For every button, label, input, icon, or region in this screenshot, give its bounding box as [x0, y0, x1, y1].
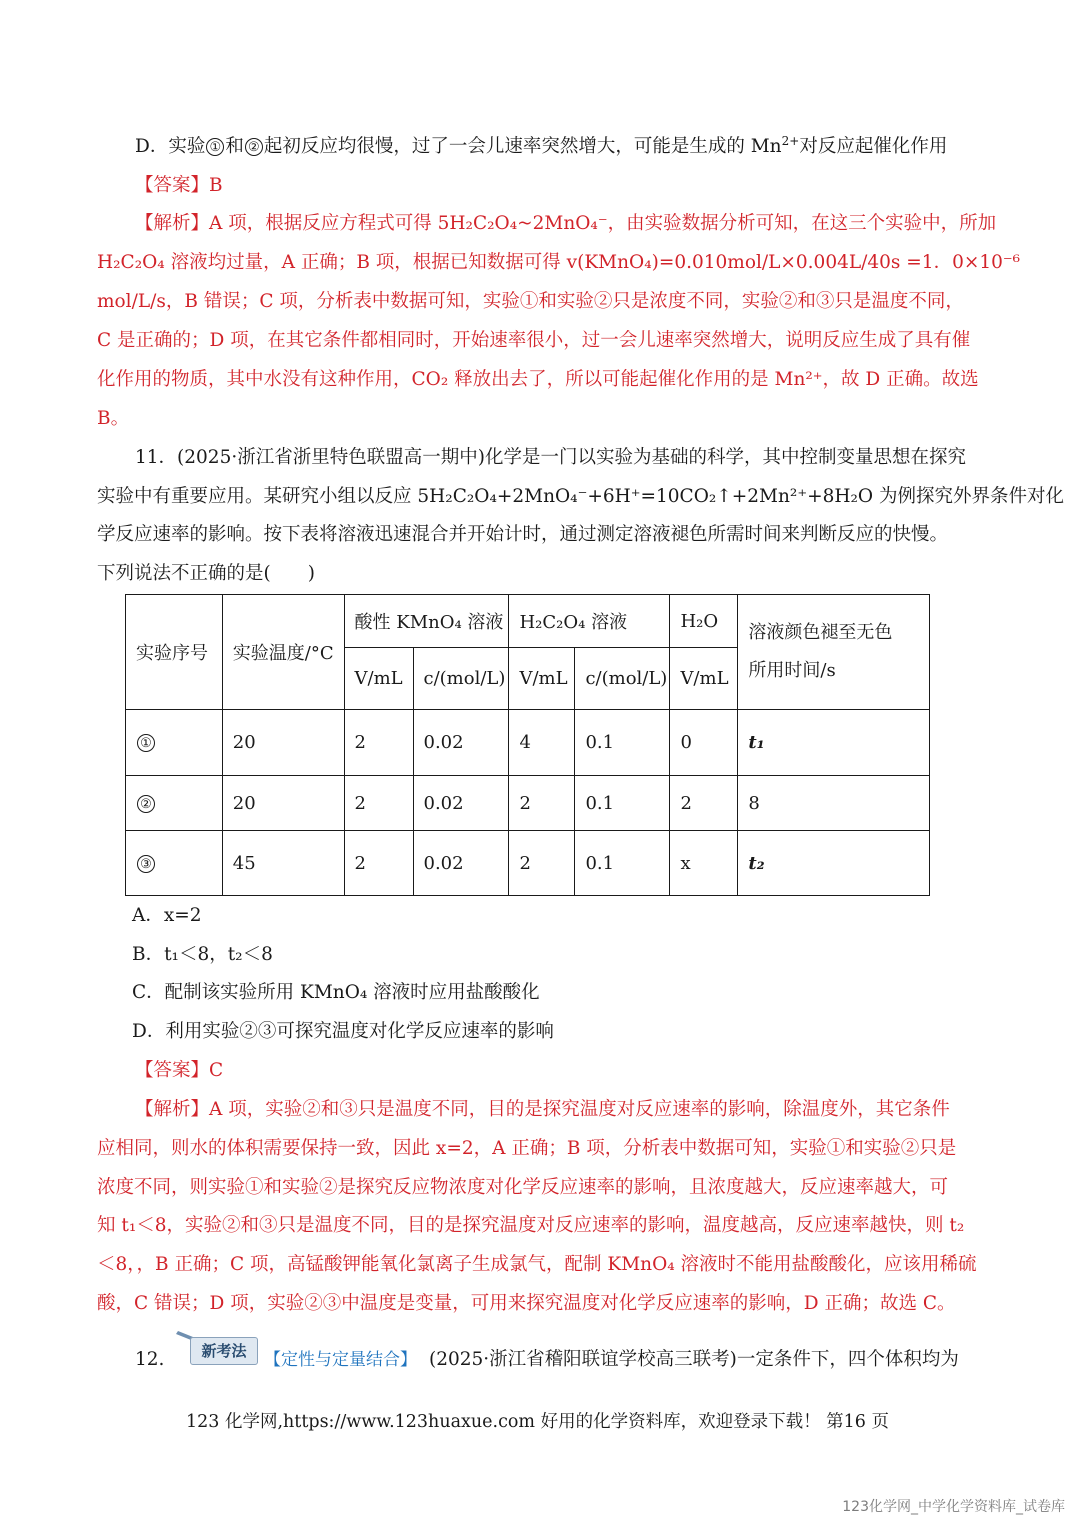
- cell-kmno4-concentration: 0.02: [413, 831, 509, 896]
- analysis-text: A 项，根据反应方程式可得 5H₂C₂O₄~2MnO₄⁻，由实验数据分析可知，在这三个实验中，所加: [209, 213, 997, 234]
- cell-h2c2o4-concentration: 0.1: [575, 831, 670, 896]
- header-fade-time: [738, 595, 930, 710]
- q11-stem-line-1: 11．(2025·浙江省浙里特色联盟高一期中)化学是一门以实验为基础的科学，其中控制变量思想在探究: [135, 447, 966, 468]
- q11-analysis-line-1: [135, 1098, 950, 1122]
- q11-analysis-line-3: 浓度不同，则实验①和实验②是探究反应物浓度对化学反应速率的影响，且浓度越大，反应速率越大，可: [97, 1177, 949, 1198]
- q11-analysis-line-4: 知 t₁＜8，实验②和③只是温度不同，目的是探究温度对反应速率的影响，温度越高，反应速率越快，则 t₂: [97, 1215, 965, 1236]
- table-row: [126, 710, 930, 776]
- q11-analysis-line-5: ＜8，，B 正确；C 项，高锰酸钾能氧化氯离子生成氯气，配制 KMnO₄ 溶液时不能用盐酸酸化，应该用稀硫: [97, 1254, 977, 1275]
- cell-kmno4-volume: 2: [344, 710, 413, 776]
- cell-experiment-no: [126, 710, 223, 776]
- cell-h2c2o4-volume: 4: [509, 710, 575, 776]
- q11-analysis-line-2: 应相同，则水的体积需要保持一致，因此 x=2，A 正确；B 项，分析表中数据可知，实验①和实验②只是: [97, 1138, 957, 1159]
- table-row: [126, 776, 930, 831]
- q11-analysis-line-6: 酸，C 错误；D 项，实验②③中温度是变量，可用来探究温度对化学反应速率的影响，D 正确；故选 C。: [97, 1293, 956, 1314]
- cell-h2c2o4-volume: 2: [509, 776, 575, 831]
- q11-stem-line-4: 下列说法不正确的是( ): [97, 563, 315, 584]
- q12-number: 12.: [135, 1349, 165, 1370]
- header-temperature: 实验温度/°C: [222, 595, 344, 710]
- q10-analysis-line-2: H₂C₂O₄ 溶液均过量，A 正确；B 项，根据已知数据可得 v(KMnO₄)=0.010mol/L×0.004L/40s =1．0×10⁻⁶: [97, 252, 1021, 273]
- experiment-table: [125, 594, 930, 896]
- header-h2c2o4-solution: H₂C₂O₄ 溶液: [509, 595, 670, 648]
- q10-option-d-end: 对反应起催化作用: [799, 136, 948, 157]
- q10-analysis-line-3: mol/L/s，B 错误；C 项，分析表中数据可知，实验①和实验②只是浓度不同，实验②和③只是温度不同，: [97, 291, 964, 312]
- answer-label: 【答案】: [135, 175, 210, 196]
- header-fade-time-line-1: 溶液颜色褪至无色: [748, 622, 893, 643]
- page-footer: 123 化学网,https://www.123huaxue.com 好用的化学资料库，欢迎登录下载！ 第16 页: [186, 1412, 889, 1432]
- cell-h2c2o4-volume: 2: [509, 831, 575, 896]
- cell-fade-time: t₂: [738, 831, 930, 896]
- q10-analysis-line-5: 化作用的物质，其中水没有这种作用，CO₂ 释放出去了，所以可能起催化作用的是 Mn²⁺，故 D 正确。故选: [97, 369, 979, 390]
- answer-value: C: [209, 1060, 224, 1081]
- cell-kmno4-concentration: 0.02: [413, 710, 509, 776]
- q11-stem-line-3: 学反应速率的影响。按下表将溶液迅速混合并开始计时，通过测定溶液褪色所需时间来判断反应的快慢。: [97, 524, 949, 545]
- cell-kmno4-volume: 2: [344, 831, 413, 896]
- cell-experiment-no: [126, 776, 223, 831]
- q10-analysis-line-1: [135, 212, 996, 236]
- answer-label: 【答案】: [135, 1060, 210, 1081]
- category-label: 【定性与定量结合】: [264, 1350, 417, 1370]
- q12-stem-text: (2025·浙江省稽阳联谊学校高三联考)一定条件下，四个体积均为: [429, 1349, 959, 1370]
- badge-label: 新考法: [190, 1337, 258, 1365]
- q10-analysis-line-6: B。: [97, 408, 130, 429]
- circled-number: ①: [137, 734, 155, 752]
- cell-h2c2o4-concentration: 0.1: [575, 710, 670, 776]
- subheader-concentration: c/(mol/L): [413, 648, 509, 710]
- q11-option-c: C．配制该实验所用 KMnO₄ 溶液时应用盐酸酸化: [132, 982, 540, 1003]
- header-experiment-no: 实验序号: [126, 595, 223, 710]
- header-water: H₂O: [670, 595, 738, 648]
- q10-option-d-text: 起初反应均很慢，过了一会儿速率突然增大，可能是生成的 Mn: [263, 136, 782, 157]
- q11-option-d: D．利用实验②③可探究温度对化学反应速率的影响: [132, 1021, 554, 1042]
- cell-h2c2o4-concentration: 0.1: [575, 776, 670, 831]
- superscript: 2+: [781, 133, 800, 148]
- answer-value: B: [209, 175, 223, 196]
- cell-kmno4-concentration: 0.02: [413, 776, 509, 831]
- analysis-label: 【解析】: [135, 213, 210, 234]
- q11-answer: [135, 1059, 223, 1083]
- cell-fade-time: t₁: [738, 710, 930, 776]
- q10-analysis-line-4: C 是正确的；D 项，在其它条件都相同时，开始速率很小，过一会儿速率突然增大，说明反应生成了具有催: [97, 330, 971, 351]
- q11-option-b: B．t₁＜8，t₂＜8: [132, 944, 273, 965]
- q11-option-a: A．x=2: [132, 905, 202, 926]
- header-fade-time-line-2: 所用时间/s: [748, 660, 836, 681]
- q10-option-d-prefix: D．实验: [135, 136, 206, 157]
- q12-stem: [264, 1348, 959, 1372]
- q10-answer: [135, 174, 223, 198]
- cell-temperature: 20: [222, 776, 344, 831]
- subheader-volume: V/mL: [670, 648, 738, 710]
- cell-fade-time: 8: [738, 776, 930, 831]
- q11-stem-line-2: 实验中有重要应用。某研究小组以反应 5H₂C₂O₄+2MnO₄⁻+6H⁺=10CO₂↑+2Mn²⁺+8H₂O 为例探究外界条件对化: [97, 486, 1064, 507]
- table-row: [126, 831, 930, 896]
- subheader-volume: V/mL: [344, 648, 413, 710]
- circled-number: ①: [206, 138, 224, 156]
- analysis-label: 【解析】: [135, 1099, 210, 1120]
- cell-experiment-no: [126, 831, 223, 896]
- cell-water-volume: x: [670, 831, 738, 896]
- cell-temperature: 45: [222, 831, 344, 896]
- new-exam-method-badge: [176, 1329, 260, 1367]
- circled-number: ②: [137, 795, 155, 813]
- subheader-concentration: c/(mol/L): [575, 648, 670, 710]
- q10-option-d: [135, 135, 947, 159]
- subheader-volume: V/mL: [509, 648, 575, 710]
- cell-temperature: 20: [222, 710, 344, 776]
- q10-option-d-and: 和: [225, 136, 244, 157]
- header-kmno4-solution: 酸性 KMnO₄ 溶液: [344, 595, 509, 648]
- cell-kmno4-volume: 2: [344, 776, 413, 831]
- analysis-text: A 项，实验②和③只是温度不同，目的是探究温度对反应速率的影响，除温度外，其它条件: [209, 1099, 950, 1120]
- cell-water-volume: 2: [670, 776, 738, 831]
- cell-water-volume: 0: [670, 710, 738, 776]
- circled-number: ③: [137, 855, 155, 873]
- watermark: 123化学网_中学化学资料库_试卷库: [842, 1499, 1065, 1515]
- circled-number: ②: [245, 138, 263, 156]
